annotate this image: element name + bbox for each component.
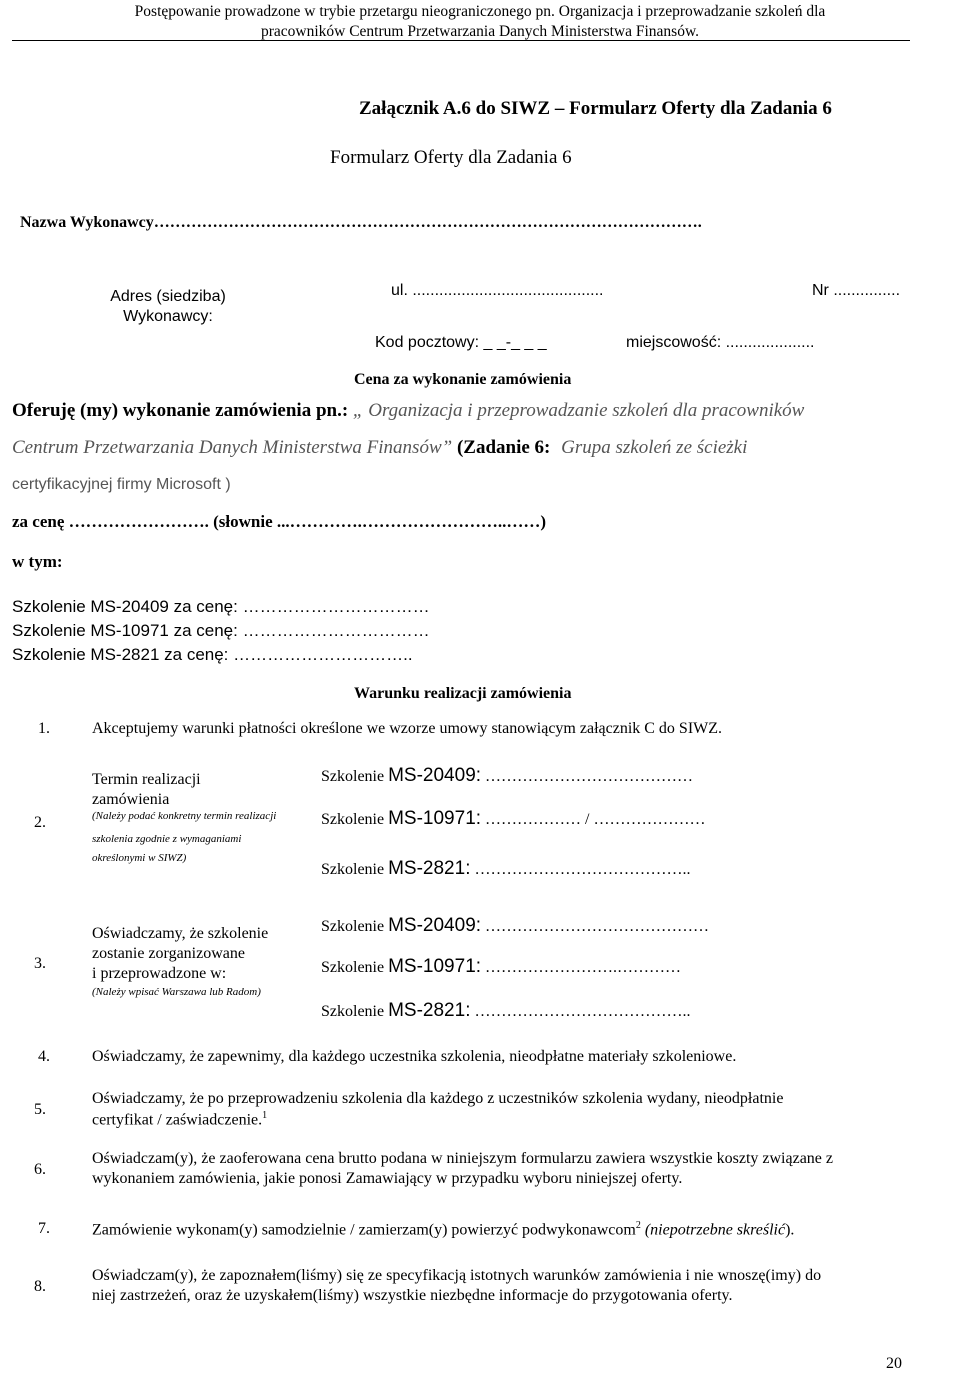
offer-grupa: Grupa szkoleń ze ścieżki	[561, 437, 748, 458]
condition-2-label-2: zamówienia	[92, 791, 170, 808]
street-field[interactable]: ul. ...........................................	[391, 282, 604, 299]
document-title: Załącznik A.6 do SIWZ – Formularz Oferty dla Zadania 6	[359, 98, 832, 119]
condition-2-row-ms-20409[interactable]	[321, 765, 693, 787]
condition-6-number: 6.	[34, 1161, 46, 1178]
condition-1-text: Akceptujemy warunki płatności określone we wzorze umowy stanowiącym załącznik C do SIWZ.	[92, 720, 723, 737]
row-prefix: Szkolenie	[321, 1003, 385, 1020]
address-label-1: Adres (siedziba)	[110, 288, 226, 305]
condition-3-label-3: i przeprowadzone w:	[92, 965, 227, 982]
conditions-heading: Warunku realizacji zamówienia	[354, 685, 572, 702]
row-prefix: Szkolenie	[321, 918, 385, 935]
offer-bold: Oferuję (my) wykonanie zamówienia pn.:	[12, 400, 353, 421]
condition-3-label-2: zostanie zorganizowane	[92, 945, 245, 962]
price-item-ms-10971[interactable]: Szkolenie MS-10971 za cenę: ……………………………	[12, 621, 430, 640]
offer-paragraph-line-2	[12, 437, 747, 459]
condition-2-note-1: (Należy podać konkretny termin realizacji	[92, 810, 277, 822]
condition-6-text-1: Oświadczam(y), że zaoferowana cena brutto podana w niniejszym formularzu zawiera wszystkie koszty związane z	[92, 1150, 833, 1167]
condition-2-number: 2.	[34, 814, 46, 831]
condition-2-label-1: Termin realizacji	[92, 771, 201, 788]
row-code: MS-2821:	[388, 1000, 471, 1021]
footnote-1-marker[interactable]: 1	[262, 1110, 268, 1121]
row-code: MS-10971:	[388, 956, 482, 977]
price-input-line[interactable]: za cenę ……………………. (słownie ...………….……………………..……)	[12, 512, 547, 531]
header-divider	[12, 40, 910, 41]
row-prefix: Szkolenie	[321, 768, 385, 785]
postal-code-field[interactable]: Kod pocztowy: _ _-_ _ _	[375, 334, 547, 351]
condition-3-number: 3.	[34, 955, 46, 972]
condition-5-text-2	[92, 1110, 267, 1129]
condition-1-number: 1.	[38, 720, 50, 737]
condition-4-number: 4.	[38, 1048, 50, 1065]
condition-8-text-1: Oświadczam(y), że zapoznałem(liśmy) się ze specyfikacją istotnych warunków zamówienia i nie wnoszę(imy) do	[92, 1267, 822, 1284]
offer-certification-line: certyfikacyjnej firmy Microsoft )	[12, 476, 231, 493]
offer-paragraph-line-1	[12, 400, 804, 422]
row-dots[interactable]: …………………………………..	[470, 1003, 691, 1020]
condition-6-text-2: wykonaniem zamówienia, jakie ponosi Zamawiający w przypadku wyboru niniejszej oferty.	[92, 1170, 683, 1187]
condition-2-note-2: szkolenia zgodnie z wymaganiami	[92, 833, 242, 845]
condition-7-number: 7.	[38, 1220, 50, 1237]
row-prefix: Szkolenie	[321, 811, 385, 828]
row-dots[interactable]: …………………………………	[481, 768, 694, 785]
price-heading: Cena za wykonanie zamówienia	[354, 371, 572, 388]
page-number: 20	[886, 1355, 902, 1372]
condition-2-note-3: określonymi w SIWZ)	[92, 852, 187, 864]
condition-2-row-ms-10971[interactable]	[321, 808, 706, 830]
condition-3-row-ms-20409[interactable]	[321, 915, 709, 937]
city-field[interactable]: miejscowość: ....................	[626, 334, 815, 351]
price-item-ms-20409[interactable]: Szkolenie MS-20409 za cenę: ……………………………	[12, 597, 430, 616]
row-dots[interactable]: ……………… / …………………	[481, 811, 706, 828]
condition-7-text-body: Zamówienie wykonam(y) samodzielnie / zamierzam(y) powierzyć podwykonawcom	[92, 1221, 636, 1239]
offer-italic-2: Centrum Przetwarzania Danych Ministerstwa Finansów”	[12, 437, 453, 458]
row-dots[interactable]: …………………….…………	[481, 959, 682, 976]
condition-3-label-1: Oświadczamy, że szkolenie	[92, 925, 269, 942]
condition-8-number: 8.	[34, 1278, 46, 1295]
condition-3-note: (Należy wpisać Warszawa lub Radom)	[92, 986, 261, 998]
document-subtitle: Formularz Oferty dla Zadania 6	[330, 147, 572, 168]
row-code: MS-2821:	[388, 858, 471, 879]
running-header-line-2: pracowników Centrum Przetwarzania Danych Ministerstwa Finansów.	[260, 23, 700, 40]
w-tym-label: w tym:	[12, 552, 63, 571]
condition-3-row-ms-10971[interactable]	[321, 956, 681, 978]
row-code: MS-20409:	[388, 765, 482, 786]
footnote-2-marker[interactable]: 2	[635, 1220, 641, 1231]
contractor-name-field[interactable]: Nazwa Wykonawcy………………………………………………………………………………………….	[20, 214, 702, 231]
condition-3-row-ms-2821[interactable]	[321, 1000, 690, 1022]
row-code: MS-10971:	[388, 808, 482, 829]
condition-8-text-2: niej zastrzeżeń, oraz że uzyskałem(liśmy) wszystkie niezbędne informacje do przygotowania oferty.	[92, 1287, 733, 1304]
row-prefix: Szkolenie	[321, 861, 385, 878]
address-label-2: Wykonawcy:	[123, 308, 213, 325]
condition-2-row-ms-2821[interactable]	[321, 858, 690, 880]
running-header-line-1: Postępowanie prowadzone w trybie przetargu nieograniczonego pn. Organizacja i przeprowadzanie szkoleń dla	[134, 3, 826, 20]
offer-italic-1: „ Organizacja i przeprowadzanie szkoleń dla pracowników	[352, 400, 805, 421]
condition-5-text-2-body: certyfikat / zaświadczenie.	[92, 1111, 263, 1129]
price-item-ms-2821[interactable]: Szkolenie MS-2821 za cenę: …………………………..	[12, 645, 413, 664]
house-number-field[interactable]: Nr ...............	[812, 282, 901, 299]
row-dots[interactable]: ……………………………………	[481, 918, 710, 935]
condition-7-end: ).	[785, 1221, 795, 1239]
condition-5-text-1: Oświadczamy, że po przeprowadzeniu szkolenia dla każdego z uczestników szkolenia wydany, nieodpłatnie	[92, 1090, 784, 1107]
row-dots[interactable]: …………………………………..	[470, 861, 691, 878]
condition-7-italic: (niepotrzebne skreślić	[644, 1221, 786, 1239]
condition-4-text: Oświadczamy, że zapewnimy, dla każdego uczestnika szkolenia, nieodpłatne materiały szkoleniowe.	[92, 1048, 737, 1065]
row-prefix: Szkolenie	[321, 959, 385, 976]
offer-zadanie: (Zadanie 6:	[452, 437, 556, 458]
condition-7-text	[92, 1220, 794, 1239]
row-code: MS-20409:	[388, 915, 482, 936]
condition-5-number: 5.	[34, 1101, 46, 1118]
